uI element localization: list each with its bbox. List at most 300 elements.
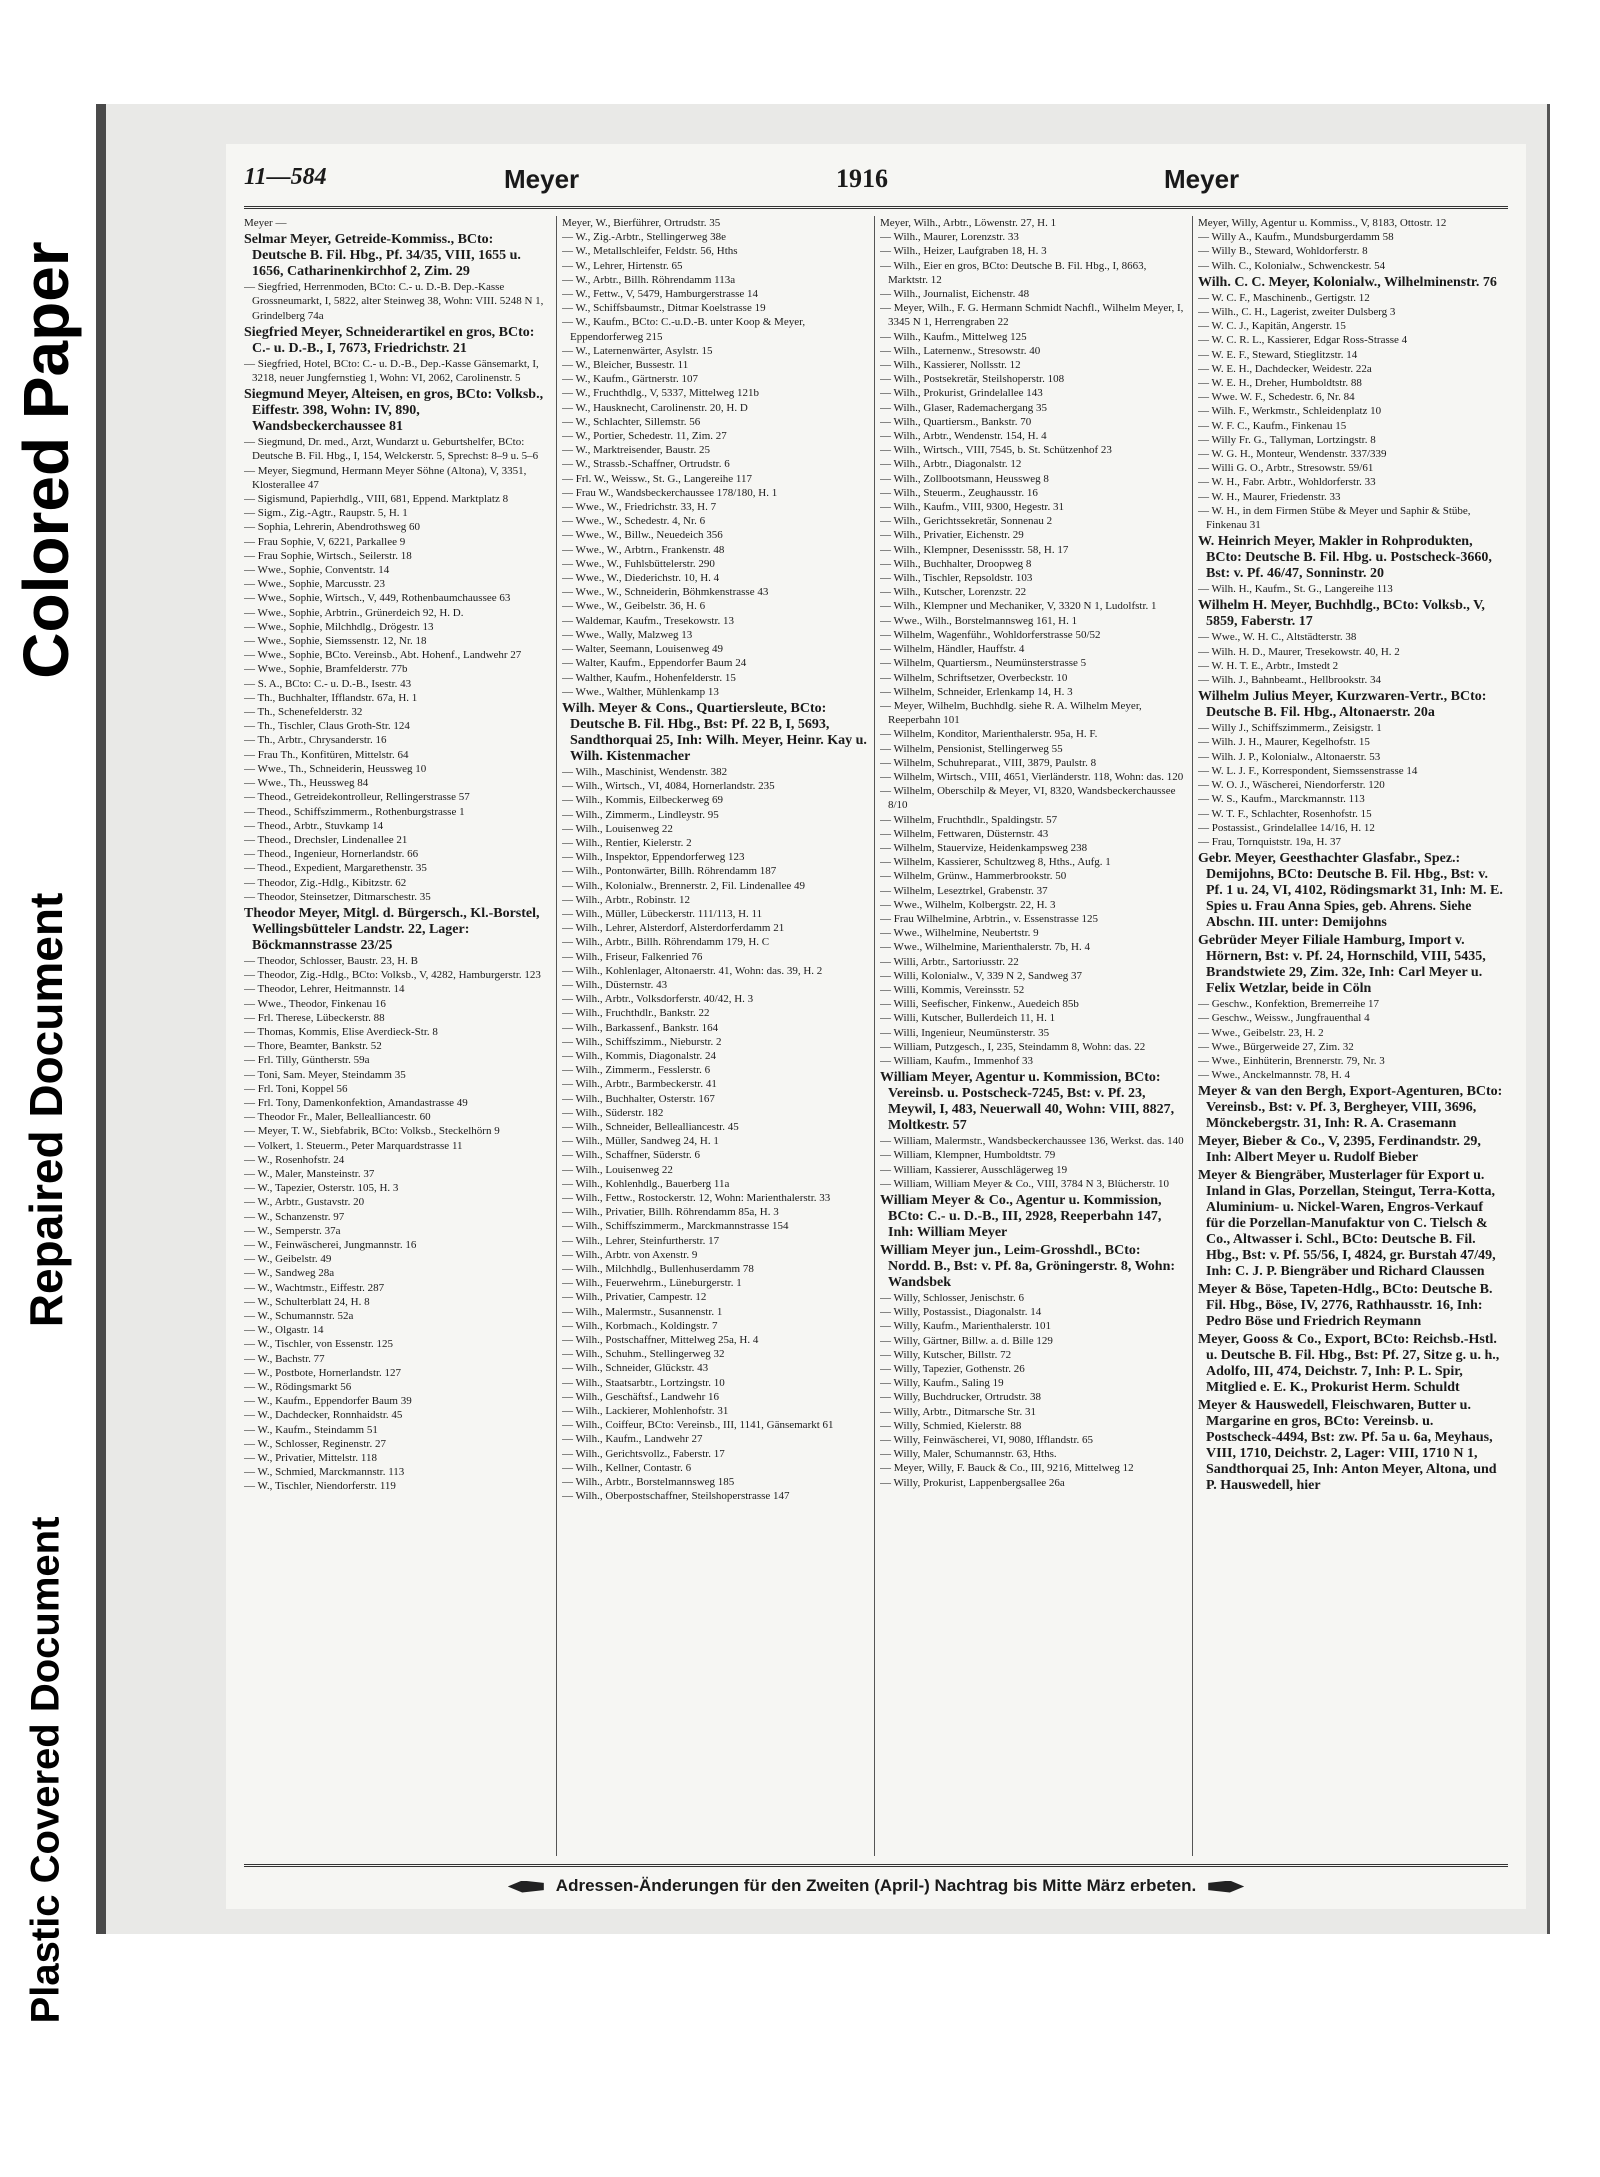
directory-entry: — Wilh., Oberpostschaffner, Steilshoperstrasse 147 (562, 1490, 790, 1503)
directory-entry: — Wilh., Düsternstr. 43 (562, 978, 668, 991)
directory-entry: — W., Arbtr., Billh. Röhrendamm 113a (562, 273, 736, 286)
directory-entry: — Wilhelm, Wagenführ., Wohldorferstrasse 50/52 (880, 628, 1101, 641)
directory-entry: — Wilh., Maurer, Lorenzstr. 33 (880, 231, 1019, 244)
directory-entry: — Wilh., Korbmach., Koldingstr. 7 (562, 1319, 718, 1332)
firm-entry: Selmar Meyer, Getreide-Kommiss., BCto: Deutsche B. Fil. Hbg., Pf. 34/35, VIII, 1655 u. 1656, Catharinenkirchhof 2, Zim. 29 (244, 232, 521, 280)
directory-entry: — Wilhelm, Oberschilp & Meyer, VI, 8320, Wandsbeckerchaussee 8/10 (880, 785, 1176, 812)
directory-entry: — Geschw., Weissw., Jungfrauenthal 4 (1198, 1012, 1370, 1025)
directory-entry: — Wwe., W. H. C., Altstädterstr. 38 (1198, 631, 1357, 644)
firm-entry: William Meyer, Agentur u. Kommission, BCto: Vereinsb. u. Postscheck-7245, Bst: v. Pf. 23, Meywil, I, 483, Neuerwall 40, Wohn: VIII, 8827, Moltkestr. 57 (880, 1070, 1175, 1134)
directory-entry: — Volkert, 1. Steuerm., Peter Marquardstrasse 11 (244, 1139, 463, 1152)
column-divider (1192, 216, 1193, 1856)
directory-entry: — Willy, Kaufm., Marienthalerstr. 101 (880, 1320, 1051, 1333)
page-header (244, 158, 1508, 198)
directory-entry: — Waldemar, Kaufm., Tresekowstr. 13 (562, 614, 735, 627)
directory-entry: — Wwe., Sophie, Milchhdlg., Drögestr. 13 (244, 620, 434, 633)
directory-entry: — Wilh., Schiffszimmerm., Marckmannstrasse 154 (562, 1220, 789, 1233)
directory-entry: — Willy, Feinwäscherei, VI, 9080, Ifflandstr. 65 (880, 1434, 1094, 1447)
directory-entry: — W., Kaufm., Gärtnerstr. 107 (562, 373, 698, 386)
label-colored-paper: Colored Paper (10, 241, 82, 679)
directory-entry: — Wilhelm, Schuhreparat., VIII, 3879, Paulstr. 8 (880, 756, 1097, 769)
directory-entry: — Wilh., Malermstr., Susannenstr. 1 (562, 1305, 723, 1318)
directory-entry: — Th., Buchhalter, Ifflandstr. 67a, H. 1 (244, 691, 418, 704)
directory-entry: — Theod., Drechsler, Lindenallee 21 (244, 833, 408, 846)
directory-entry: — Wilh., Lehrer, Steinfurtherstr. 17 (562, 1234, 720, 1247)
directory-entry: — Frl. Toni, Koppel 56 (244, 1082, 348, 1095)
directory-entry: — W., Wachtmstr., Eiffestr. 287 (244, 1281, 385, 1294)
directory-entry: — Wilh., Barkassenf., Bankstr. 164 (562, 1021, 719, 1034)
directory-entry: — Theod., Arbtr., Stuvkamp 14 (244, 819, 384, 832)
directory-entry: — W., Bleicher, Bussestr. 11 (562, 359, 689, 372)
directory-entry: — Frau Sophie, V, 6221, Parkallee 9 (244, 535, 406, 548)
directory-entry: — William, Kassierer, Ausschlägerweg 19 (880, 1163, 1068, 1176)
directory-entry: — Willy, Kutscher, Billstr. 72 (880, 1348, 1012, 1361)
directory-entry: — Wilh., Laternenw., Stresowstr. 40 (880, 344, 1041, 357)
directory-entry: — W. E. H., Dachdecker, Weidestr. 22a (1198, 362, 1372, 375)
directory-entry: — Wwe., Wally, Malzweg 13 (562, 628, 693, 641)
directory-entry: — W., Hausknecht, Carolinenstr. 20, H. D (562, 401, 748, 414)
directory-entry: — Wilh., Postschaffner, Mittelweg 25a, H. 4 (562, 1334, 759, 1347)
directory-entry: — W., Privatier, Mittelstr. 118 (244, 1452, 377, 1465)
directory-entry: — Wilhelm, Kassierer, Schultzweg 8, Hths., Aufg. 1 (880, 856, 1111, 869)
directory-entry: — Wilh., Staatsarbtr., Lortzingstr. 10 (562, 1376, 725, 1389)
firm-entry: William Meyer & Co., Agentur u. Kommission, BCto: C.- u. D.-B., III, 2928, Reeperbahn 147, Inh: William Meyer (880, 1193, 1162, 1240)
directory-entry: — Wilh. J. H., Maurer, Kegelhofstr. 15 (1198, 736, 1370, 749)
directory-entry: — Wilh., Kaufm., VIII, 9300, Hegestr. 31 (880, 501, 1064, 514)
directory-entry: — W., Semperstr. 37a (244, 1224, 341, 1237)
directory-entry: — Wilh., Milchhdlg., Bullenhuserdamm 78 (562, 1263, 754, 1276)
directory-entry: — Wwe., W., Friedrichstr. 33, H. 7 (562, 501, 717, 514)
directory-entry: — Frl. Tony, Damenkonfektion, Amandastrasse 49 (244, 1096, 468, 1109)
directory-entry: — Walther, Kaufm., Hohenfelderstr. 15 (562, 671, 736, 684)
directory-column (1198, 216, 1504, 1856)
directory-entry: — Wilh., Süderstr. 182 (562, 1106, 664, 1119)
directory-entry: — Wilh., C. H., Lagerist, zweiter Dulsberg 3 (1198, 306, 1396, 319)
directory-entry: — Wwe., W., Fuhlsbüttelerstr. 290 (562, 557, 715, 570)
directory-entry: — Willy A., Kaufm., Mundsburgerdamm 58 (1198, 231, 1394, 244)
directory-entry: — Frau Th., Konfitüren, Mittelstr. 64 (244, 748, 409, 761)
directory-entry: — W. G. H., Monteur, Wendenstr. 337/339 (1198, 448, 1387, 461)
directory-entry: — Wwe., W., Geibelstr. 36, H. 6 (562, 600, 706, 613)
directory-entry: — Wilh., Müller, Sandweg 24, H. 1 (562, 1135, 719, 1148)
directory-entry: — W. C. R. L., Kassierer, Edgar Ross-Strasse 4 (1198, 334, 1408, 347)
directory-entry: — Toni, Sam. Meyer, Steindamm 35 (244, 1068, 406, 1081)
directory-entry: — Wilhelm, Fettwaren, Düsternstr. 43 (880, 827, 1049, 840)
directory-entry: — Postassist., Grindelallee 14/16, H. 12 (1198, 821, 1375, 834)
directory-entry: — Thore, Beamter, Bankstr. 52 (244, 1040, 382, 1053)
directory-entry: — Wilh., Arbtr., Barmbeckerstr. 41 (562, 1078, 717, 1091)
page-footer (244, 1876, 1508, 1896)
directory-entry: — Wilh., Privatier, Eichenstr. 29 (880, 529, 1024, 542)
directory-entry: — W., Rödingsmarkt 56 (244, 1381, 352, 1394)
directory-entry: — Wilhelm, Quartiersm., Neumünsterstrasse 5 (880, 657, 1087, 670)
directory-entry: — Willy, Kaufm., Saling 19 (880, 1377, 1004, 1390)
directory-entry: — W. O. J., Wäscherei, Niendorferstr. 120 (1198, 779, 1385, 792)
directory-entry: — Willi G. O., Arbtr., Stresowstr. 59/61 (1198, 462, 1374, 475)
directory-entry: — Wilh., Geschäftsf., Landwehr 16 (562, 1390, 719, 1403)
directory-entry: — W., Sandweg 28a (244, 1267, 335, 1280)
directory-entry: — Wwe., Sophie, Wirtsch., V, 449, Rothenbaumchaussee 63 (244, 592, 511, 605)
directory-entry: — William, Malermstr., Wandsbeckerchaussee 136, Werkst. das. 140 (880, 1135, 1184, 1148)
directory-entry: — Wwe., Wilh., Borstelmannsweg 161, H. 1 (880, 614, 1078, 627)
firm-entry: Wilh. C. C. Meyer, Kolonialw., Wilhelminenstr. 76 (1198, 274, 1497, 290)
directory-entry: — Wwe., Bürgerweide 27, Zim. 32 (1198, 1040, 1354, 1053)
directory-column (244, 216, 550, 1856)
directory-entry: — Wilh. J., Bahnbeamt., Hellbrookstr. 34 (1198, 674, 1381, 687)
directory-entry: — Geschw., Konfektion, Bremerreihe 17 (1198, 998, 1380, 1011)
directory-entry: — W., Tischler, Niendorferstr. 119 (244, 1480, 396, 1493)
side-labels (0, 0, 92, 2177)
directory-entry: — Th., Schenefelderstr. 32 (244, 706, 363, 719)
directory-entry: — W., Dachdecker, Ronnhaidstr. 45 (244, 1409, 403, 1422)
directory-entry: — W., Lehrer, Hirtenstr. 65 (562, 259, 683, 272)
directory-entry: — Wilhelm, Konditor, Marienthalerstr. 95a, H. F. (880, 728, 1098, 741)
directory-entry: — Sophia, Lehrerin, Abendrothsweg 60 (244, 521, 420, 534)
directory-entry: — Willi, Kolonialw., V, 339 N 2, Sandweg 37 (880, 969, 1083, 982)
directory-entry: — Wwe., Geibelstr. 23, H. 2 (1198, 1026, 1324, 1039)
firm-entry: Meyer, Bieber & Co., V, 2395, Ferdinandstr. 29, Inh: Albert Meyer u. Rudolf Bieber (1198, 1134, 1481, 1166)
directory-entry: — W. H. T. E., Arbtr., Imstedt 2 (1198, 659, 1339, 672)
directory-entry: — Theod., Ingenieur, Hornerlandstr. 66 (244, 848, 419, 861)
directory-entry: — Th., Tischler, Claus Groth-Str. 124 (244, 720, 410, 733)
directory-entry: — W., Metallschleifer, Feldstr. 56, Hths (562, 245, 738, 258)
pointing-hand-icon (1208, 1881, 1244, 1893)
directory-entry: — Walter, Seemann, Louisenweg 49 (562, 643, 723, 656)
directory-entry: — Wilh., Postsekretär, Steilshoperstr. 108 (880, 373, 1065, 386)
directory-entry: — Wilh., Schneider, Bellealliancestr. 45 (562, 1120, 739, 1133)
directory-entry: Meyer, W., Bierführer, Ortrudstr. 35 (562, 217, 721, 229)
directory-entry: — Wilh., Kassierer, Nollsstr. 12 (880, 359, 1021, 372)
directory-entry: — Frl. Tilly, Güntherstr. 59a (244, 1054, 370, 1067)
directory-entry: — Wilh., Quartiersm., Bankstr. 70 (880, 415, 1032, 428)
directory-entry: — Wwe., Einhüterin, Brennerstr. 79, Nr. 3 (1198, 1054, 1385, 1067)
directory-entry: — Wilh., Pontonwärter, Billh. Röhrendamm 187 (562, 865, 777, 878)
directory-entry: — W. E. F., Steward, Stieglitzstr. 14 (1198, 348, 1358, 361)
label-plastic-covered: Plastic Covered Document (23, 1516, 68, 2024)
directory-entry: — W., Marktreisender, Baustr. 25 (562, 444, 711, 457)
firm-entry: William Meyer jun., Leim-Grosshdl., BCto: Nordd. B., Bst: v. Pf. 8a, Gröningerstr. 8, Wohn: Wandsbek (880, 1243, 1176, 1290)
directory-entry: — Wilh., Arbtr., Robinstr. 12 (562, 893, 691, 906)
directory-entry: — W. C. F., Maschinenb., Gertigstr. 12 (1198, 291, 1370, 304)
directory-column (562, 216, 868, 1856)
directory-entry: — Wilh., Kommis, Eilbeckerweg 69 (562, 794, 723, 807)
directory-entry: — Wwe., W., Diederichstr. 10, H. 4 (562, 572, 720, 585)
directory-entry: — Theodor, Schlosser, Baustr. 23, H. B (244, 954, 418, 967)
directory-entry: — W. H., Maurer, Friedenstr. 33 (1198, 490, 1341, 503)
directory-entry: — Wwe., W., Billw., Neuedeich 356 (562, 529, 723, 542)
directory-entry: — W., Feinwäscherei, Jungmannstr. 16 (244, 1238, 417, 1251)
directory-entry: — Wwe., W., Arbtrn., Frankenstr. 48 (562, 543, 725, 556)
directory-entry: — W. E. H., Dreher, Humboldtstr. 88 (1198, 377, 1362, 390)
directory-entry: — Theodor, Zig.-Hdlg., Kibitzstr. 62 (244, 876, 407, 889)
directory-entry: — Theod., Expedient, Margarethenstr. 35 (244, 862, 427, 875)
directory-entry: — W., Portier, Schedestr. 11, Zim. 27 (562, 430, 727, 443)
directory-entry: — Wilh., Klempner und Mechaniker, V, 3320 N 1, Ludolfstr. 1 (880, 600, 1157, 613)
directory-entry: — Wwe., W., Schneiderin, Böhmkenstrasse 43 (562, 586, 769, 599)
directory-entry: — W. H., Fabr. Arbtr., Wohldorferstr. 33 (1198, 476, 1376, 489)
directory-entry: — Willy, Arbtr., Ditmarsche Str. 31 (880, 1405, 1036, 1418)
directory-entry: — W. T. F., Schlachter, Rosenhofstr. 15 (1198, 807, 1372, 820)
directory-entry: — Wilhelm, Schneider, Erlenkamp 14, H. 3 (880, 685, 1073, 698)
directory-entry: — Wilh., Privatier, Campestr. 12 (562, 1291, 707, 1304)
label-repaired-document: Repaired Document (20, 892, 72, 1328)
directory-entry: — Willi, Ingenieur, Neumünsterstr. 35 (880, 1026, 1050, 1039)
directory-entry: — Wilh., Schiffszimm., Nieburstr. 2 (562, 1035, 722, 1048)
directory-entry: — Wilh., Schneider, Glückstr. 43 (562, 1362, 709, 1375)
directory-entry: — W., Olgastr. 14 (244, 1324, 324, 1337)
directory-entry: — W. C. J., Kapitän, Angerstr. 15 (1198, 320, 1346, 333)
directory-entry: — Wilh., Arbtr., Borstelmannsweg 185 (562, 1476, 735, 1489)
directory-entry: — Wilh. F., Werkmstr., Schleidenplatz 10 (1198, 405, 1382, 418)
directory-entry: — W., Geibelstr. 49 (244, 1253, 332, 1266)
footer-rule (244, 1864, 1508, 1867)
directory-entry: — Wilh. J. P., Kolonialw., Altonaerstr. 53 (1198, 750, 1381, 763)
directory-entry: — Wwe., Anckelmannstr. 78, H. 4 (1198, 1069, 1350, 1082)
directory-entry: — Wilh., Gerichtssekretär, Sonnenau 2 (880, 515, 1053, 528)
directory-entry: — Wwe., Wilhelm, Kolbergstr. 22, H. 3 (880, 898, 1056, 911)
directory-entry: — Wilh., Arbtr., Diagonalstr. 12 (880, 458, 1022, 471)
directory-entry: — Wilh., Schaffner, Süderstr. 6 (562, 1149, 701, 1162)
directory-entry: — Wilh., Steuerm., Zeughausstr. 16 (880, 486, 1038, 499)
firm-entry: Wilhelm H. Meyer, Buchhdlg., BCto: Volksb., V, 5859, Faberstr. 17 (1198, 598, 1485, 630)
directory-entry: — Meyer, Willy, F. Bauck & Co., III, 9216, Mittelweg 12 (880, 1462, 1134, 1475)
header-name-right: Meyer (1164, 164, 1240, 194)
directory-columns (244, 216, 1508, 1856)
directory-entry: — Meyer, T. W., Siebfabrik, BCto: Volksb., Steckelhörn 9 (244, 1125, 500, 1138)
directory-entry: — Wwe., Theodor, Finkenau 16 (244, 997, 386, 1010)
directory-entry: — Wilh., Tischler, Repsoldstr. 103 (880, 572, 1033, 585)
directory-entry: — Wilhelm, Wirtsch., VIII, 4651, Vierländerstr. 118, Wohn: das. 120 (880, 770, 1184, 783)
directory-entry: — Wilh., Rentier, Kielerstr. 2 (562, 836, 692, 849)
directory-entry: — William, Klempner, Humboldtstr. 79 (880, 1149, 1056, 1162)
directory-entry: — Frau W., Wandsbeckerchaussee 178/180, H. 1 (562, 486, 778, 499)
directory-entry: — Willi, Arbtr., Sartoriusstr. 22 (880, 955, 1019, 968)
directory-entry: — Wilhelm, Schriftsetzer, Overbeckstr. 10 (880, 671, 1068, 684)
firm-entry: W. Heinrich Meyer, Makler in Rohprodukten, BCto: Deutsche B. Fil. Hbg. u. Postscheck-3660, Bst: v. Pf. 46/47, Sonninstr. 20 (1198, 534, 1492, 582)
page-number: 11—584 (244, 164, 327, 190)
directory-entry: — W., Strassb.-Schaffner, Ortrudstr. 6 (562, 458, 730, 471)
directory-entry: — Sigm., Zig.-Agtr., Raupstr. 5, H. 1 (244, 507, 408, 520)
directory-entry: — Frau Sophie, Wirtsch., Seilerstr. 18 (244, 549, 412, 562)
directory-entry: — W. H., in dem Firmen Stübe & Meyer und Saphir & Stübe, Finkenau 31 (1198, 504, 1471, 532)
directory-entry: — Willy, Prokurist, Lappenbergsallee 26a (880, 1476, 1065, 1489)
directory-entry: — Wilh., Heizer, Laufgraben 18, H. 3 (880, 245, 1047, 258)
directory-entry: — W., Tischler, von Essenstr. 125 (244, 1338, 393, 1351)
header-year: 1916 (836, 164, 888, 193)
directory-entry: — Wilh., Louisenweg 22 (562, 1163, 673, 1176)
directory-entry: — Wilh., Friseur, Falkenried 76 (562, 950, 703, 963)
directory-entry: — Willy, Schlosser, Jenischstr. 6 (880, 1292, 1024, 1304)
directory-entry: — Theodor, Steinsetzer, Ditmarschestr. 35 (244, 890, 431, 903)
directory-entry: — Willy Fr. G., Tallyman, Lortzingstr. 8 (1198, 433, 1376, 446)
directory-entry: — Wilh., Louisenweg 22 (562, 822, 673, 835)
column-divider (556, 216, 557, 1856)
directory-entry: — Wwe., Sophie, Conventstr. 14 (244, 564, 390, 577)
directory-entry: — Wilh., Zimmerm., Lindleystr. 95 (562, 808, 719, 821)
firm-entry: Meyer & Böse, Tapeten-Hdlg., BCto: Deutsche B. Fil. Hbg., Böse, IV, 2776, Rathhausstr. 16, Inh: Pedro Böse und Friedrich Reymann (1198, 1282, 1493, 1330)
directory-entry: — Wwe., W., Schedestr. 4, Nr. 6 (562, 515, 706, 528)
directory-entry: — W., Rosenhofstr. 24 (244, 1153, 345, 1166)
directory-entry: Meyer — (244, 217, 287, 229)
directory-entry: Meyer, Willy, Agentur u. Kommiss., V, 8183, Ottostr. 12 (1198, 217, 1447, 229)
directory-entry: — W., Schmied, Marckmannstr. 113 (244, 1466, 405, 1479)
directory-entry: — Meyer, Siegmund, Hermann Meyer Söhne (Altona), V, 3351, Klosterallee 47 (244, 464, 527, 491)
footer-notice: Adressen-Änderungen für den Zweiten (April-) Nachtrag bis Mitte März erbeten. (555, 1876, 1197, 1895)
directory-entry: — Wilh. H., Kaufm., St. G., Langereihe 113 (1198, 583, 1393, 596)
directory-entry: — Wilhelm, Pensionist, Stellingerweg 55 (880, 742, 1063, 755)
directory-entry: — Wilh., Glaser, Rademachergang 35 (880, 401, 1048, 414)
column-divider (874, 216, 875, 1856)
directory-entry: — Frau Wilhelmine, Arbtrin., v. Essenstrasse 125 (880, 912, 1099, 925)
firm-entry: Meyer, Gooss & Co., Export, BCto: Reichsb.-Hstl. u. Deutsche B. Fil. Hbg., Bst: Pf. 27, Sitze g. u. h., Adolfo, III, 474, Deichstr. 7, Inh: P. L. Spir, Mitglied e. E. K., Prokurist Herm. Schuldt (1198, 1332, 1500, 1396)
directory-entry: — Wilh., Fruchthdlr., Bankstr. 22 (562, 1007, 710, 1020)
directory-entry: — Theod., Schiffszimmerm., Rothenburgstrasse 1 (244, 805, 465, 818)
directory-entry: — Wilh., Buchhalter, Osterstr. 167 (562, 1092, 715, 1105)
directory-entry: — Wilhelm, Grünw., Hammerbrookstr. 50 (880, 870, 1067, 883)
directory-entry: — Wilh., Eier en gros, BCto: Deutsche B. Fil. Hbg., I, 8663, Marktstr. 12 (880, 259, 1147, 286)
directory-entry: — Wwe., Th., Heussweg 84 (244, 777, 369, 790)
directory-entry: — Willy, Postassist., Diagonalstr. 14 (880, 1306, 1042, 1319)
directory-entry: — Theod., Getreidekontrolleur, Rellingerstrasse 57 (244, 791, 470, 804)
directory-entry: — Wwe., Sophie, Marcusstr. 23 (244, 578, 385, 591)
directory-entry: — W., Kaufm., Eppendorfer Baum 39 (244, 1395, 412, 1408)
directory-entry: — Wwe., Th., Schneiderin, Heussweg 10 (244, 762, 427, 775)
directory-entry: — Theodor, Zig.-Hdlg., BCto: Volksb., V, 4282, Hamburgerstr. 123 (244, 969, 541, 982)
directory-entry: — Wilh., Kohlenhdlg., Bauerberg 11a (562, 1177, 730, 1190)
directory-entry: — W., Schlosser, Reginenstr. 27 (244, 1437, 386, 1450)
directory-entry: — Wwe., Wilhelmine, Marienthalerstr. 7b, H. 4 (880, 941, 1090, 954)
directory-entry: — W. L. J. F., Korrespondent, Siemssenstrasse 14 (1198, 764, 1418, 777)
directory-entry: — Wilh., Müller, Lübeckerstr. 111/113, H. 11 (562, 907, 763, 920)
directory-entry: — Wilh., Schuhm., Stellingerweg 32 (562, 1348, 725, 1361)
directory-entry: — W., Maler, Mansteinstr. 37 (244, 1167, 375, 1180)
directory-entry: — Wilh., Wirtsch., VI, 4084, Hornerlandstr. 235 (562, 780, 775, 793)
directory-entry: — W., Schulterblatt 24, H. 8 (244, 1295, 370, 1308)
firm-entry: Gebrüder Meyer Filiale Hamburg, Import v. Hörnern, Bst: v. Pf. 24, Hornschild, VIII, 5435, Brandstwiete 29, Zim. 32e, Inh: Carl Meyer u. Felix Wetzlar, beide in Cöln (1198, 933, 1486, 997)
directory-entry: — Thomas, Kommis, Elise Averdieck-Str. 8 (244, 1025, 438, 1038)
directory-entry: — Wilh., Kutscher, Lorenzstr. 22 (880, 586, 1027, 599)
directory-entry: — Wilh., Prokurist, Grindelallee 143 (880, 387, 1043, 400)
directory-entry: — Siegmund, Dr. med., Arzt, Wundarzt u. Geburtshelfer, BCto: Deutsche B. Fil. Hbg., I, 154, Welckerstr. 5, Sprechst: 8–9 u. 5–6 (244, 436, 539, 463)
directory-entry: — W., Bachstr. 77 (244, 1352, 325, 1365)
directory-entry: — Wilh. C., Kolonialw., Schwenckestr. 54 (1198, 259, 1386, 272)
directory-entry: — Wilh., Maschinist, Wendenstr. 382 (562, 765, 728, 778)
directory-entry: — Frl. Therese, Lübeckerstr. 88 (244, 1011, 385, 1024)
directory-entry: — W., Postbote, Hornerlandstr. 127 (244, 1366, 402, 1379)
directory-entry: — Wilh., Kellner, Contastr. 6 (562, 1461, 692, 1474)
firm-entry: Meyer & Hauswedell, Fleischwaren, Butter u. Margarine en gros, BCto: Vereinsb. u. Postscheck-4494, Bst: zw. Pf. 5a u. 6a, Meyhaus, VIII, 1710, Deichstr. 2, Lager: VIII, 1710 N 1, Sandthorquai 25, Inh: Anton Meyer, Altona, und P. Hauswedell, hier (1198, 1398, 1497, 1494)
page-content (226, 144, 1526, 1909)
firm-entry: Wilh. Meyer & Cons., Quartiersleute, BCto: Deutsche B. Fil. Hbg., Bst: Pf. 22 B, I, 5693, Sandthorquai 25, Inh: Wilh. Meyer, Heinr. Kay u. Wilh. Kistenmacher (562, 700, 867, 764)
directory-entry: — Willi, Kommis, Vereinsstr. 52 (880, 983, 1025, 996)
directory-entry: — W. F. C., Kaufm., Finkenau 15 (1198, 419, 1347, 432)
directory-entry: — Wilh., Klempner, Desenissstr. 58, H. 17 (880, 543, 1069, 556)
directory-entry: — Wilhelm, Händler, Hauffstr. 4 (880, 643, 1025, 656)
directory-entry: — Sigismund, Papierhdlg., VIII, 681, Eppend. Marktplatz 8 (244, 493, 509, 506)
directory-entry: — Wwe. W. F., Schedestr. 6, Nr. 84 (1198, 391, 1355, 404)
directory-entry: — W., Fettw., V, 5479, Hamburgerstrasse 14 (562, 288, 759, 301)
directory-entry: — Willi, Kutscher, Bullerdeich 11, H. 1 (880, 1012, 1056, 1025)
firm-entry: Meyer & Biengräber, Musterlager für Export u. Inland in Glas, Porzellan, Steingut, Terra-Kotta, Aluminium- u. Nickel-Waren, Engros-Verkauf für die Porzellan-Manufaktur von C. Tielsch & Co., Altwasser i. Schl., BCto: Deutsche B. Fil. Hbg., Bst: v. Pf. 55/56, I, 4824, gr. Burstah 47/49, Inh: C. J. P. Biengräber und Richard Claussen (1198, 1168, 1496, 1280)
directory-entry: — W., Fruchthdlg., V, 5337, Mittelweg 121b (562, 387, 759, 400)
directory-entry: Meyer, Wilh., Arbtr., Löwenstr. 27, H. 1 (880, 217, 1057, 229)
directory-entry: — Wilh., Kaufm., Landwehr 27 (562, 1433, 703, 1446)
directory-entry: — Wilh., Privatier, Billh. Röhrendamm 85a, H. 3 (562, 1206, 779, 1219)
directory-entry: — Wilh., Arbtr., Wendenstr. 154, H. 4 (880, 430, 1047, 443)
directory-entry: — Wilh., Buchhalter, Droopweg 8 (880, 557, 1032, 570)
directory-entry: — Wilh. H. D., Maurer, Tresekowstr. 40, H. 2 (1198, 645, 1400, 658)
directory-entry: — Wwe., Sophie, Arbtrin., Grünerdeich 92, H. D. (244, 606, 464, 619)
directory-entry: — W., Schlachter, Sillemstr. 56 (562, 415, 701, 428)
directory-entry: — Wwe., Sophie, BCto. Vereinsb., Abt. Hohenf., Landwehr 27 (244, 649, 522, 662)
directory-entry: — W., Zig.-Arbtr., Stellingerweg 38e (562, 231, 727, 244)
directory-entry: — Wilh., Arbtr., Billh. Röhrendamm 179, H. C (562, 936, 770, 949)
directory-entry: — Wilh., Inspektor, Eppendorferweg 123 (562, 851, 745, 864)
directory-entry: — William, William Meyer & Co., VIII, 3784 N 3, Blücherstr. 10 (880, 1177, 1170, 1190)
directory-entry: — Theodor, Lehrer, Heitmannstr. 14 (244, 983, 405, 996)
directory-entry: — Frau, Tornquiststr. 19a, H. 37 (1198, 835, 1341, 848)
directory-entry: — Siegfried, Hotel, BCto: C.- u. D.-B., Dep.-Kasse Gänsemarkt, I, 3218, neuer Jungfernstieg 1, Wohn: VI, 2062, Carolinenstr. 5 (244, 357, 539, 385)
directory-entry: — Willy, Gärtner, Billw. a. d. Bille 129 (880, 1334, 1053, 1347)
directory-entry: — Willy, Schmied, Kielerstr. 88 (880, 1419, 1022, 1432)
directory-entry: — S. A., BCto: C.- u. D.-B., Isestr. 43 (244, 677, 412, 690)
directory-entry: — Siegfried, Herrenmoden, BCto: C.- u. D.-B. Dep.-Kasse Grossneumarkt, I, 5822, alter Steinweg 38, Wohn: VIII. 5248 N 1, Grindelberg 74a (244, 281, 544, 322)
directory-entry: — W., Arbtr., Gustavstr. 20 (244, 1196, 365, 1209)
directory-entry: — W., Kaufm., Steindamm 51 (244, 1423, 378, 1436)
firm-entry: Gebr. Meyer, Geesthachter Glasfabr., Spez.: Demijohns, BCto: Deutsche B. Fil. Hbg., Bst: v. Pf. 1 u. 24, VI, 4102, Rödingsmarkt 31, Inh: M. E. Spies u. Frau Anna Spies, geb. Ahrens. Siehe Abschn. III. unter: Demijohns (1198, 851, 1503, 931)
directory-entry: — Wilhelm, Fruchthdlr., Spaldingstr. 57 (880, 813, 1058, 826)
directory-entry: — Walter, Kaufm., Eppendorfer Baum 24 (562, 657, 747, 670)
scanned-page (96, 104, 1596, 1934)
directory-entry: — Th., Arbtr., Chrysanderstr. 16 (244, 734, 387, 747)
directory-entry: — Frl. W., Weissw., St. G., Langereihe 117 (562, 472, 752, 485)
directory-entry: — Wilh., Wirtsch., VIII, 7545, b. St. Schützenhof 23 (880, 444, 1112, 457)
directory-entry: — Willy B., Steward, Wohldorferstr. 8 (1198, 245, 1368, 258)
directory-entry: — Wilh., Kolonialw., Brennerstr. 2, Fil. Lindenallee 49 (562, 879, 806, 892)
directory-entry: — W. S., Kaufm., Marckmannstr. 113 (1198, 793, 1365, 806)
directory-entry: — Wilh., Kaufm., Mittelweg 125 (880, 330, 1027, 343)
directory-entry: — W., Tapezier, Osterstr. 105, H. 3 (244, 1182, 399, 1195)
firm-entry: Siegfried Meyer, Schneiderartikel en gros, BCto: C.- u. D.-B., I, 7673, Friedrichstr. 21 (244, 324, 535, 356)
directory-entry: — W., Laternenwärter, Asylstr. 15 (562, 344, 713, 357)
directory-entry: — Willy J., Schiffszimmerm., Zeisigstr. 1 (1198, 722, 1382, 735)
firm-entry: Theodor Meyer, Mitgl. d. Bürgersch., Kl.-Borstel, Wellingsbütteler Landstr. 22, Lager: Böckmannstrasse 23/25 (244, 905, 540, 953)
firm-entry: Meyer & van den Bergh, Export-Agenturen, BCto: Vereinsb., Bst: v. Pf. 3, Bergheyer, VIII, 3696, Mönckebergstr. 31, Inh: R. A. Crasemann (1198, 1084, 1503, 1132)
firm-entry: Siegmund Meyer, Alteisen, en gros, BCto: Volksb., Eiffestr. 398, Wohn: IV, 890, Wandsbeckerchaussee 81 (244, 387, 544, 435)
directory-entry: — W., Kaufm., BCto: C.-u.D.-B. unter Koop & Meyer, Eppendorferweg 215 (562, 316, 806, 343)
directory-entry: — Meyer, Wilhelm, Buchhdlg. siehe R. A. Wilhelm Meyer, Reeperbahn 101 (880, 699, 1142, 727)
directory-entry: — Wilh., Arbtr., Volksdorferstr. 40/42, H. 3 (562, 993, 754, 1006)
directory-entry: — Willi, Seefischer, Finkenw., Auedeich 85b (880, 998, 1079, 1011)
directory-entry: — Wilh., Kohlenlager, Altonaerstr. 41, Wohn: das. 39, H. 2 (562, 964, 823, 977)
header-name-left: Meyer (504, 164, 580, 194)
directory-entry: — Wwe., Sophie, Bramfelderstr. 77b (244, 663, 408, 676)
firm-entry: Wilhelm Julius Meyer, Kurzwaren-Vertr., BCto: Deutsche B. Fil. Hbg., Altonaerstr. 20a (1198, 689, 1487, 721)
directory-entry: — Wilh., Journalist, Eichenstr. 48 (880, 288, 1030, 301)
directory-entry: — Willy, Maler, Schumannstr. 63, Hths. (880, 1448, 1057, 1461)
directory-entry: — Wilhelm, Leseztrkel, Grabenstr. 37 (880, 884, 1048, 897)
directory-column (880, 216, 1186, 1856)
pointing-hand-icon (508, 1881, 544, 1893)
directory-entry: — Wilh., Feuerwehrm., Lüneburgerstr. 1 (562, 1277, 742, 1290)
directory-entry: — Wilh., Kommis, Diagonalstr. 24 (562, 1049, 716, 1062)
directory-entry: — Wwe., Sophie, Siemssenstr. 12, Nr. 18 (244, 635, 427, 648)
directory-entry: — Wwe., Walther, Mühlenkamp 13 (562, 685, 719, 698)
directory-entry: — Wilh., Arbtr. von Axenstr. 9 (562, 1248, 698, 1261)
directory-entry: — Wilh., Zimmerm., Fesslerstr. 6 (562, 1064, 711, 1077)
directory-entry: — Meyer, Wilh., F. G. Hermann Schmidt Nachfl., Wilhelm Meyer, I, 3345 N 1, Herrengraben 22 (880, 302, 1184, 329)
directory-entry: — Wwe., Wilhelmine, Neubertstr. 9 (880, 927, 1039, 940)
